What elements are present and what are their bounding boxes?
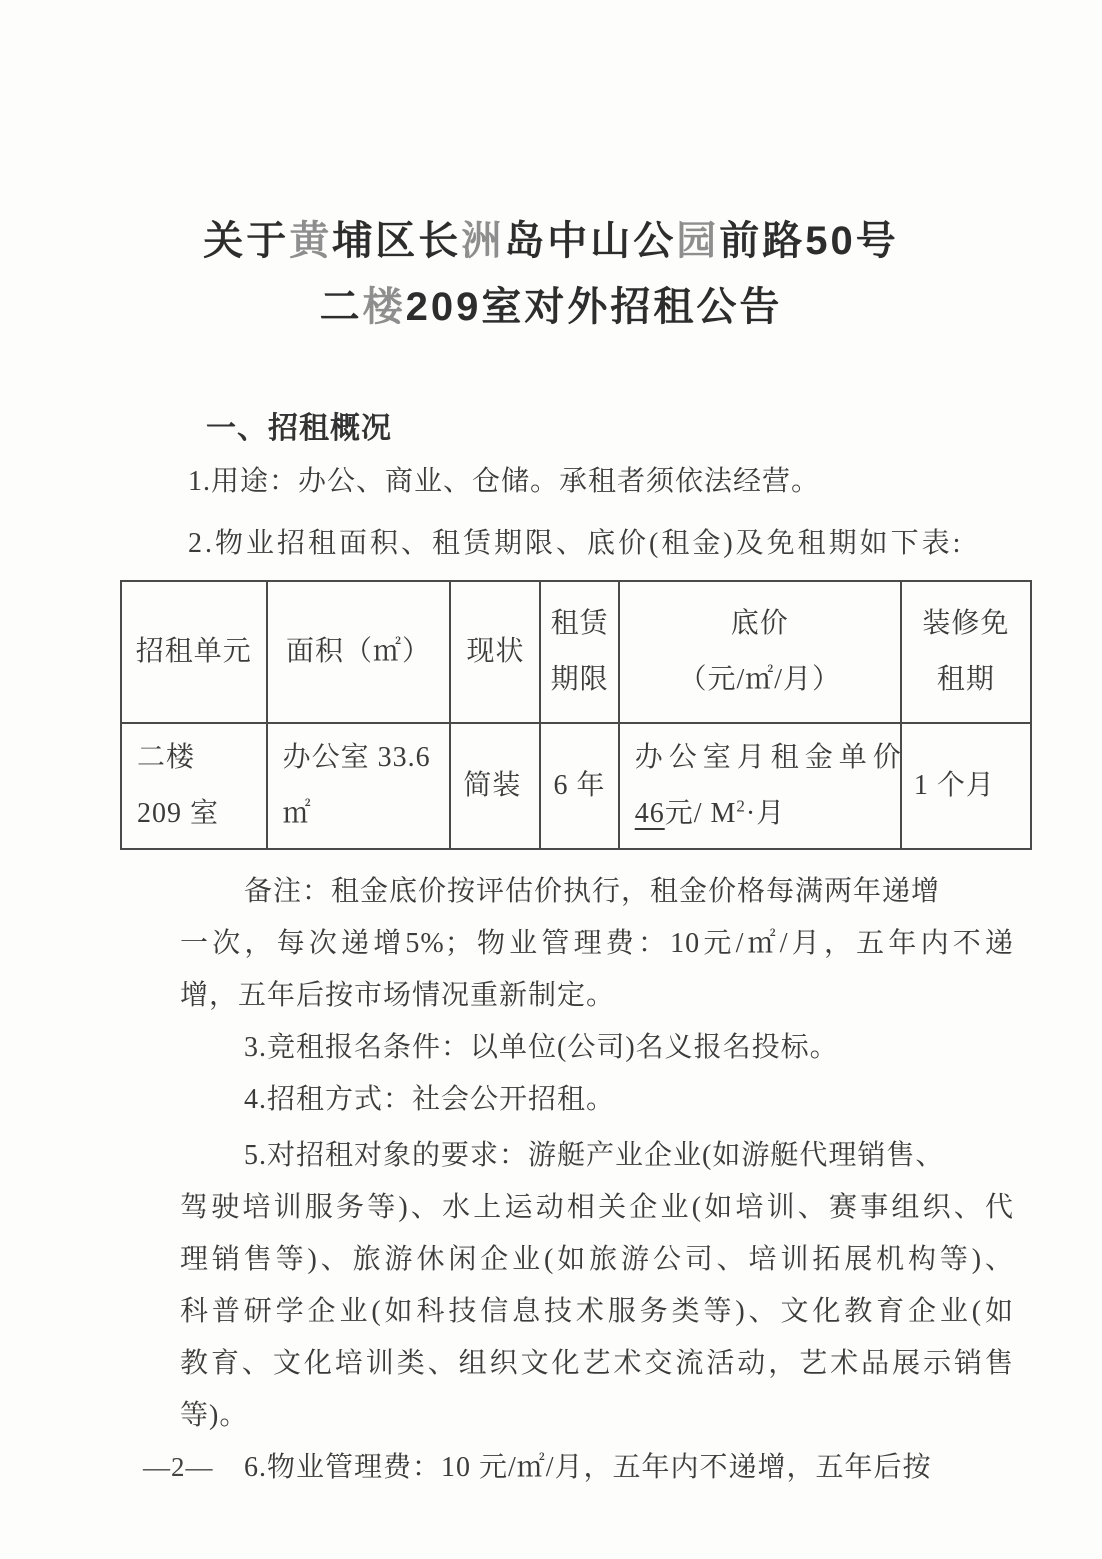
- cell-text: 二楼: [137, 742, 196, 773]
- col-header-term: [540, 581, 618, 723]
- cell-text: 6 年: [553, 770, 606, 801]
- col-header-free-period: [901, 581, 1031, 723]
- cell-text: ㎡: [282, 798, 312, 829]
- text-line: 1.用途：办公、商业、仓储。承租者须依法经营。: [188, 466, 821, 497]
- cell-text: 简装: [463, 770, 522, 801]
- price-unit: ·月: [745, 798, 786, 829]
- paragraph-usage: [180, 456, 1014, 508]
- header-text: （元/㎡/月）: [678, 664, 842, 695]
- text-line: 科普研学企业(如科技信息技术服务类等)、文化教育企业(如: [180, 1296, 1014, 1327]
- text-line: 4.招租方式：社会公开招租。: [244, 1084, 616, 1115]
- text-line: 理销售等)、旅游休闲企业(如旅游公司、培训拓展机构等)、: [180, 1244, 1014, 1275]
- text-line: 驾驶培训服务等)、水上运动相关企业(如培训、赛事组织、代: [180, 1192, 1014, 1223]
- header-text: 招租单元: [135, 636, 252, 667]
- rental-table: [120, 580, 1032, 850]
- text-line: 备注：租金底价按评估价执行，租金价格每满两年递增: [244, 876, 941, 907]
- cell-text: 209 室: [137, 798, 220, 829]
- header-text: 租赁: [550, 608, 609, 639]
- cell-status: [450, 723, 540, 849]
- paragraph-application-condition: [180, 1022, 1014, 1074]
- cell-term: [540, 723, 618, 849]
- title-text: 前路50号: [719, 219, 899, 263]
- cell-text: [635, 786, 892, 842]
- cell-free-period: [901, 723, 1031, 849]
- paragraph-remark: [180, 866, 1014, 1022]
- text-line: 3.竞租报名条件：以单位(公司)名义报名投标。: [244, 1032, 839, 1063]
- text-line: 教育、文化培训类、组织文化艺术交流活动，艺术品展示销售: [180, 1348, 1014, 1379]
- cell-unit: [121, 723, 267, 849]
- rental-table-header: [121, 581, 1031, 723]
- page-number: —2—: [143, 1452, 214, 1482]
- price-value-underlined: 46: [634, 798, 665, 829]
- title-text-faded: 园: [676, 219, 720, 263]
- text-line: 增，五年后按市场情况重新制定。: [180, 980, 616, 1011]
- title-text-faded: 黄: [289, 219, 333, 263]
- cell-price: [619, 723, 907, 849]
- header-text: 现状: [466, 636, 525, 667]
- title-text: 关于: [203, 219, 290, 263]
- paragraph-target-requirements: [180, 1130, 1014, 1442]
- header-text: 底价: [730, 608, 789, 639]
- rental-table-body: [121, 723, 1031, 849]
- text-line: 2.物业招租面积、租赁期限、底价(租金)及免租期如下表:: [188, 528, 964, 559]
- section-heading: 一、招租概况: [206, 412, 392, 445]
- title-text: 二: [319, 285, 363, 329]
- cell-text: 办公室月租金单价: [634, 742, 907, 773]
- header-text: 装修免: [922, 608, 1010, 639]
- paragraph-rental-method: [180, 1074, 1014, 1126]
- title-text-faded: 洲: [461, 219, 505, 263]
- cell-text: 办公室 33.6: [282, 742, 431, 773]
- table-row: [121, 723, 1031, 849]
- text-line: 5.对招租对象的要求：游艇产业企业(如游艇代理销售、: [244, 1140, 945, 1171]
- col-header-unit: [121, 581, 267, 723]
- title-text-faded: 楼: [362, 285, 406, 329]
- col-header-status: [450, 581, 540, 723]
- header-text: 面积（㎡）: [285, 636, 431, 667]
- header-text: 期限: [550, 664, 609, 695]
- price-unit: 元/ M: [664, 798, 737, 829]
- title-text: 埔区长: [332, 219, 462, 263]
- cell-text: 1 个月: [913, 770, 995, 801]
- header-text: 租期: [936, 664, 995, 695]
- price-unit-superscript: 2: [736, 796, 746, 816]
- col-header-price: [619, 581, 901, 723]
- title-text: 209室对外招租公告: [405, 285, 783, 329]
- document-title: [0, 0, 1102, 340]
- document-body: [135, 412, 1014, 1494]
- text-line: 一次，每次递增5%；物业管理费：10元/㎡/月，五年内不递: [180, 928, 1014, 959]
- title-text: 岛中山公: [504, 219, 677, 263]
- paragraph-management-fee: [180, 1442, 1014, 1494]
- paragraph-table-intro: [180, 518, 1014, 570]
- title-line-2: [0, 274, 1102, 340]
- col-header-area: [267, 581, 451, 723]
- text-line: 6.物业管理费：10 元/㎡/月，五年内不递增，五年后按: [244, 1452, 932, 1483]
- text-line: 等)。: [180, 1400, 249, 1431]
- header-row: [121, 581, 1031, 723]
- title-line-1: [0, 208, 1102, 274]
- cell-area: [267, 723, 451, 849]
